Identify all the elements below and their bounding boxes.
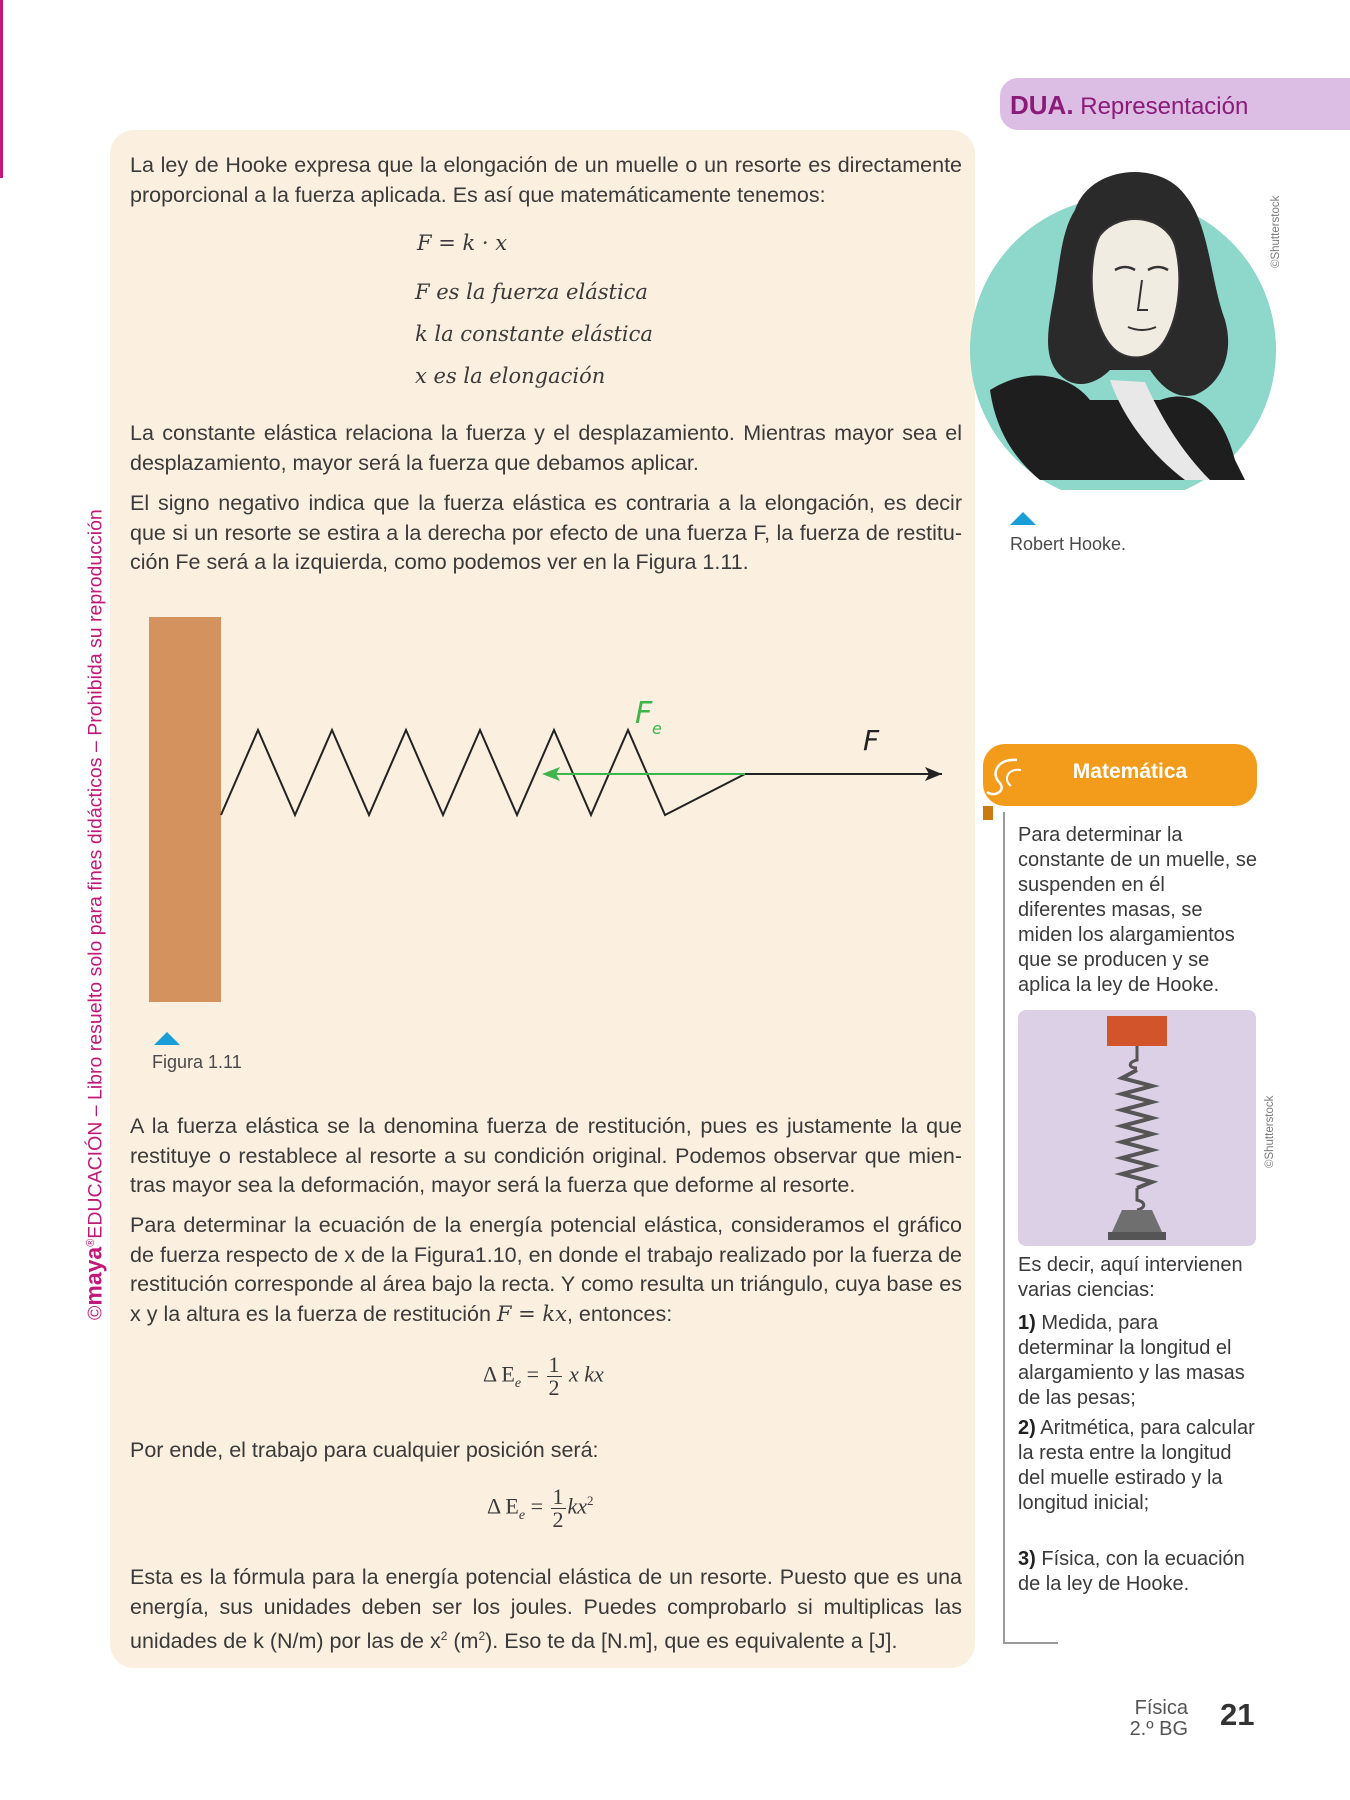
eq2-fraction <box>551 1486 566 1531</box>
spring-coil <box>221 730 745 815</box>
portrait-caption-marker <box>1010 512 1036 525</box>
footer-subject: Física <box>1134 1697 1188 1719</box>
item-2-number: 2) <box>1018 1417 1036 1439</box>
definition-k: k la constante elástica <box>415 322 653 346</box>
label-fe-subscript: e <box>652 719 662 738</box>
equation-energy-1 <box>483 1354 604 1399</box>
eq1-subscript: e <box>514 1375 522 1391</box>
matematica-bottom-rule <box>1003 1642 1058 1644</box>
item-3-text: Física, con la ecuación de la ley de Hooke. <box>1018 1548 1245 1595</box>
energy-units-sup1: 2 <box>440 1629 448 1643</box>
eq2-equals: = <box>530 1493 544 1519</box>
eq2-superscript: 2 <box>587 1493 594 1509</box>
definition-f: F es la fuerza elástica <box>415 280 648 304</box>
portrait-face <box>1092 219 1180 357</box>
paragraph-work-any-position: Por ende, el trabajo para cualquier posición será: <box>130 1438 599 1462</box>
eq1-equals: = <box>526 1361 540 1387</box>
eq1-lhs: Δ E <box>483 1361 515 1387</box>
paragraph-potential-energy-text: Para determinar la ecuación de la energía potencial elástica, consideramos el gráfico de fuerza respecto de x de la Figura1.10, en donde el trabajo realizado por la fuerza de restitución corresponde al área bajo la recta. Y como resulta un triángulo, cuya base es x y la altura es la fuerza de restitución <box>130 1213 962 1326</box>
energy-units-text-b: (m <box>447 1629 479 1654</box>
edge-accent-line <box>0 0 3 178</box>
dua-header-title <box>1010 90 1248 121</box>
paragraph-hooke-law: La ley de Hooke expresa que la elongación de un muelle o un resorte es directamente proporcional a la fuerza aplicada. Es así que matemáticamente tenemos: <box>130 153 962 207</box>
label-f: F <box>863 724 880 757</box>
spring-weight-illustration <box>1018 1010 1256 1246</box>
registered-mark: ® <box>85 1238 97 1247</box>
robert-hooke-portrait <box>970 150 1290 490</box>
item-1-text: Medida, para determinar la longitud el alargamiento y las masas de las pesas; <box>1018 1312 1245 1409</box>
definition-x: x es la elongación <box>415 364 606 388</box>
paragraph-restitution: A la fuerza elástica se la denomina fuerza de restitución, pues es justamente la que restituye o restablece al resorte a su condición original. Podemos observar que mientras mayor sea la deformación, mayor será la fuerza que deforme al resorte. <box>130 1114 962 1197</box>
energy-units-text-c: ). Eso te da [N.m], que es equivalente a [J]. <box>485 1629 898 1654</box>
item-3-number: 3) <box>1018 1548 1036 1570</box>
wall-block <box>149 617 221 1002</box>
eq1-rhs: x kx <box>569 1361 604 1387</box>
dua-title: Representación <box>1073 93 1249 120</box>
illustration-weight-base <box>1108 1232 1166 1240</box>
eq2-rhs: kx <box>567 1493 588 1519</box>
paragraph-potential-energy-end: , entonces: <box>566 1301 673 1326</box>
illustration-credit: ©Shutterstock <box>1264 1095 1276 1168</box>
copyright-text: EDUCACIÓN – Libro resuelto solo para fines didácticos – Prohibida su reproducción <box>84 509 107 1239</box>
paragraph-potential-energy <box>130 1211 962 1329</box>
matematica-title: Matemática <box>1072 760 1188 783</box>
brand-logo: maya <box>80 1246 107 1306</box>
inline-formula-fkx: F = kx <box>496 1301 567 1326</box>
item-2-text: Aritmética, para calcular la resta entre la longitud del muelle estirado y la longitud inicial; <box>1018 1417 1255 1514</box>
eq2-denominator: 2 <box>552 1507 564 1532</box>
spring-figure <box>130 600 970 1020</box>
eq1-fraction <box>547 1354 562 1399</box>
matematica-item-1 <box>1018 1311 1258 1411</box>
page-number: 21 <box>1220 1697 1255 1732</box>
formula-hooke: F = k · x <box>417 231 508 255</box>
paragraph-energy-units <box>130 1563 962 1657</box>
footer-grade: 2.º BG <box>1129 1718 1188 1740</box>
eq1-numerator: 1 <box>548 1352 560 1377</box>
eq2-lhs: Δ E <box>487 1493 519 1519</box>
eq2-subscript: e <box>518 1507 526 1523</box>
matematica-swirl-icon <box>985 752 1029 802</box>
matematica-tab-fold <box>983 806 993 820</box>
vertical-copyright <box>76 460 106 1320</box>
illustration-wood-block <box>1107 1016 1167 1046</box>
energy-units-sup2: 2 <box>478 1629 486 1643</box>
matematica-intro: Para determinar la constante de un muelle, se suspenden en él diferentes masas, se miden los alargamientos que se producen y se aplica la ley de Hooke. <box>1018 824 1258 996</box>
figure-caption-marker <box>154 1032 180 1045</box>
matematica-lead: Es decir, aquí intervienen varias ciencias: <box>1018 1254 1243 1301</box>
portrait-caption: Robert Hooke. <box>1010 534 1127 554</box>
dua-prefix: DUA. <box>1010 90 1074 120</box>
energy-units-text-a: Esta es la fórmula para la energía potencial elástica de un resorte. Puesto que es una energía, sus unidades deben ser los joules. Puedes comprobarlo si multiplicas las unidades de k (N/m) por las de x <box>130 1565 962 1654</box>
paragraph-negative-sign: El signo negativo indica que la fuerza elástica es contraria a la elongación, es decir que si un resorte se estira a la derecha por efecto de una fuerza F, la fuerza de restitución Fe será a la izquierda, como podemos ver en la Figura 1.11. <box>130 491 962 574</box>
footer-subject-block <box>1108 1698 1188 1740</box>
eq2-numerator: 1 <box>552 1484 564 1509</box>
item-1-number: 1) <box>1018 1312 1036 1334</box>
matematica-left-rule <box>1003 812 1005 1642</box>
equation-energy-2 <box>487 1486 594 1531</box>
figure-caption: Figura 1.11 <box>152 1052 242 1072</box>
copyright-symbol: © <box>84 1305 107 1320</box>
paragraph-elastic-constant: La constante elástica relaciona la fuerza y el desplazamiento. Mientras mayor sea el desplazamiento, mayor será la fuerza que debamos aplicar. <box>130 421 962 475</box>
eq1-denominator: 2 <box>548 1375 560 1400</box>
matematica-item-2 <box>1018 1416 1258 1516</box>
portrait-credit: ©Shutterstock <box>1270 195 1282 268</box>
label-fe: F <box>635 696 653 731</box>
matematica-item-3 <box>1018 1547 1258 1597</box>
